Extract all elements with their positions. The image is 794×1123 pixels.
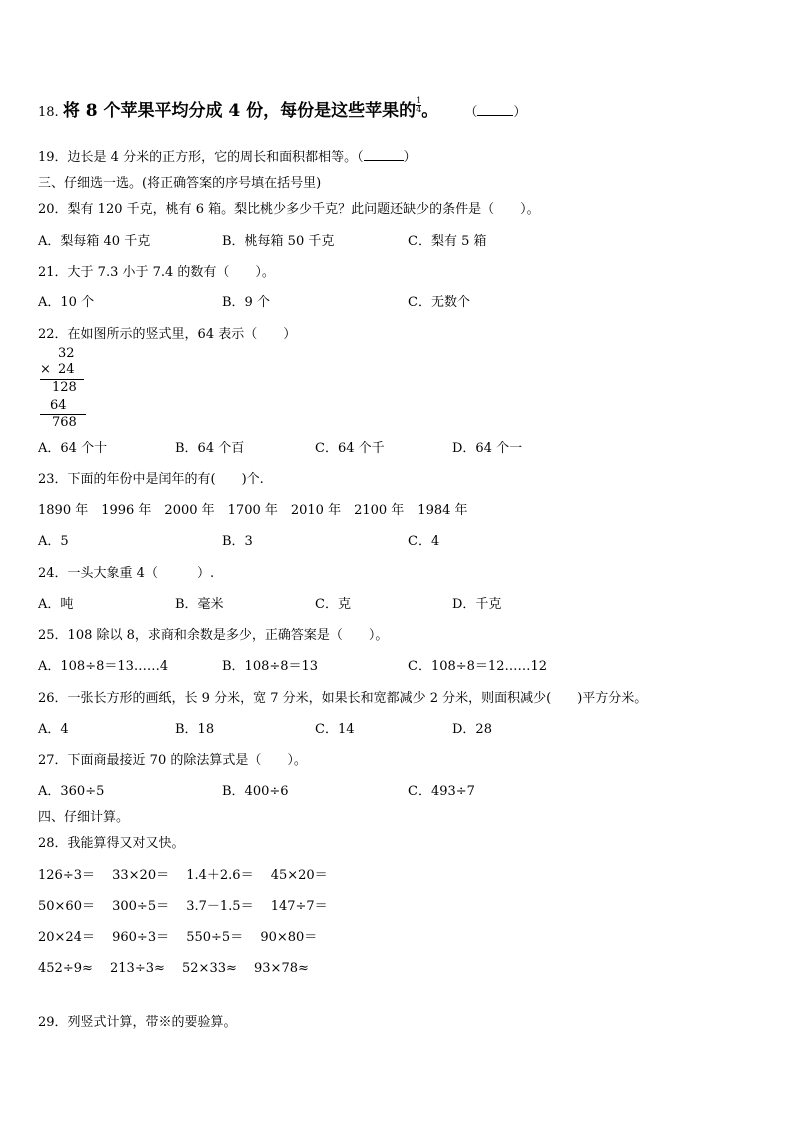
option-a[interactable]: A．108÷8＝13……4 [38, 659, 169, 674]
calc-row: 452÷9≈ 213÷3≈ 52×33≈ 93×78≈ [38, 961, 309, 976]
answer-blank[interactable] [477, 115, 513, 116]
question-23: 23．下面的年份中是闰年的有( )个. [38, 472, 264, 487]
calc-row: 126÷3＝ 33×20＝ 1.4＋2.6＝ 45×20＝ [38, 868, 328, 883]
question-20: 20．梨有 120 千克，桃有 6 箱。梨比桃少多少千克？此问题还缺少的条件是（ ）。 [38, 202, 540, 217]
fraction: $\frac{1}{4}$ [416, 96, 422, 114]
option-c[interactable]: C．493÷7 [408, 784, 475, 799]
option-a[interactable]: A．梨每箱 40 千克 [38, 234, 151, 249]
question-25: 25．108 除以 8，求商和余数是多少，正确答案是（ ）。 [38, 628, 389, 643]
option-c[interactable]: C．108÷8＝12……12 [408, 659, 548, 674]
section-3-heading: 三、仔细选一选。(将正确答案的序号填在括号里) [38, 176, 322, 191]
question-number: 18. [38, 105, 59, 120]
option-c[interactable]: C．克 [315, 597, 351, 612]
question-28: 28．我能算得又对又快。 [38, 836, 185, 851]
question-29: 29．列竖式计算，带※的要验算。 [38, 1015, 237, 1030]
option-b[interactable]: B．400÷6 [222, 784, 289, 799]
option-d[interactable]: D．千克 [452, 597, 502, 612]
answer-blank[interactable] [364, 160, 404, 161]
option-b[interactable]: B．18 [175, 722, 215, 737]
question-27: 27．下面商最接近 70 的除法算式是（ ）。 [38, 753, 307, 768]
question-18: 18. 将 8 个苹果平均分成 4 份，每份是这些苹果的 $\frac{1}{4}$ 。 （ ） [38, 96, 527, 121]
question-text: 将 8 个苹果平均分成 4 份，每份是这些苹果的 [62, 101, 417, 121]
option-b[interactable]: B．3 [222, 534, 253, 549]
year-list: 1890 年 1996 年 2000 年 1700 年 2010 年 2100 年 1984 年 [38, 503, 468, 518]
option-d[interactable]: D．64 个一 [452, 441, 523, 456]
calc-row: 50×60＝ 300÷5＝ 3.7－1.5＝ 147÷7＝ [38, 899, 328, 914]
option-c[interactable]: C．14 [315, 722, 355, 737]
question-19: 19．边长是 4 分米的正方形，它的周长和面积都相等。（ ） [38, 150, 417, 165]
option-a[interactable]: A．吨 [38, 597, 74, 612]
option-d[interactable]: D．28 [452, 722, 492, 737]
section-4-heading: 四、仔细计算。 [38, 810, 130, 825]
question-24: 24．一头大象重 4（ ）. [38, 566, 215, 581]
option-a[interactable]: A．5 [38, 534, 69, 549]
question-21: 21．大于 7.3 小于 7.4 的数有（ ）。 [38, 265, 275, 280]
option-a[interactable]: A．360÷5 [38, 784, 105, 799]
option-c[interactable]: C．梨有 5 箱 [408, 234, 487, 249]
option-a[interactable]: A．4 [38, 722, 69, 737]
option-b[interactable]: B．108÷8＝13 [222, 659, 319, 674]
option-a[interactable]: A．10 个 [38, 295, 95, 310]
option-b[interactable]: B．桃每箱 50 千克 [222, 234, 335, 249]
option-b[interactable]: B．9 个 [222, 295, 270, 310]
option-c[interactable]: C．4 [408, 534, 440, 549]
option-b[interactable]: B．64 个百 [175, 441, 245, 456]
question-26: 26．一张长方形的画纸，长 9 分米，宽 7 分米，如果长和宽都减少 2 分米，则面积减少( )平方分米。 [38, 691, 648, 706]
question-22: 22．在如图所示的竖式里，64 表示（ ） [38, 327, 297, 342]
option-a[interactable]: A．64 个十 [38, 441, 108, 456]
vertical-multiplication: 32 × 24 128 64 768 [38, 346, 98, 432]
calc-row: 20×24＝ 960÷3＝ 550÷5＝ 90×80＝ [38, 930, 318, 945]
option-b[interactable]: B．毫米 [175, 597, 224, 612]
option-c[interactable]: C．64 个千 [315, 441, 385, 456]
option-c[interactable]: C．无数个 [408, 295, 470, 310]
